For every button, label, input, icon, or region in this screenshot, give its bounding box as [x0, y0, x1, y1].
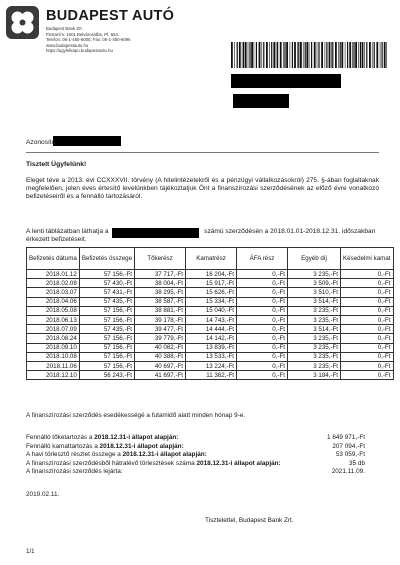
table-cell: 3 510,-Ft [288, 288, 341, 297]
table-cell: 3 235,-Ft [288, 343, 341, 352]
table-cell: 57 430,-Ft [79, 279, 134, 288]
intro-paragraph: Eleget téve a 2013. évi CCXXXVII. törvény (A hitelintézetekről és a pénzügyi vállalkozásokról) 275. §-ában foglaltaknak megfelelően, jelen éves értesítő levelünkben tájékoztatjuk Önt a finanszírozási szerződésének az előző évre vonatkozó befizetéseiről és a fennálló tartozásáról. [26, 177, 379, 200]
table-cell: 0,-Ft [237, 297, 288, 306]
table-cell: 3 235,-Ft [288, 270, 341, 279]
summary-label-text: A havi törlesztő részlet összege a [26, 451, 123, 458]
table-cell: 0,-Ft [341, 306, 393, 315]
brand-name: BUDAPEST AUTÓ [46, 8, 175, 24]
address-line: https://ugyfelkapu.budapestauto.hu [46, 48, 113, 53]
table-cell: 57 156,-Ft [79, 361, 134, 370]
table-cell: 3 514,-Ft [288, 297, 341, 306]
table-cell: 38 881,-Ft [135, 306, 186, 315]
table-cell: 39 178,-Ft [135, 315, 186, 324]
divider [26, 152, 379, 153]
col-header: Kamatrész [186, 248, 237, 270]
lead-after: számú szerződésén a 2018.01.01-2018.12.31. időszakban érkezett befizetéseit. [26, 228, 376, 243]
table-cell: 0,-Ft [237, 361, 288, 370]
table-cell: 2018.09.10 [27, 343, 80, 352]
table-cell: 15 334,-Ft [186, 297, 237, 306]
summary-label [26, 451, 207, 460]
table-cell: 2018.05.08 [27, 306, 80, 315]
table-cell: 3 235,-Ft [288, 352, 341, 361]
table-row [27, 288, 394, 297]
table-row [27, 371, 394, 380]
table-cell: 38 004,-Ft [135, 279, 186, 288]
summary-row [26, 460, 379, 469]
table-cell: 56 243,-Ft [79, 371, 134, 380]
summary-label [26, 468, 123, 477]
table-cell: 0,-Ft [237, 270, 288, 279]
table-cell: 40 697,-Ft [135, 361, 186, 370]
table-cell: 57 431,-Ft [79, 288, 134, 297]
table-cell: 14 444,-Ft [186, 325, 237, 334]
table-cell: 2018.03.07 [27, 288, 80, 297]
table-cell: 0,-Ft [237, 343, 288, 352]
summary-value: 207 094,-Ft [332, 442, 365, 450]
due-date-note: A finanszírozási szerződés esedékességé a futamidő alatt minden hónap 9-e. [26, 412, 246, 419]
summary-label-text: Fennálló tőketartozás a [26, 434, 95, 441]
address-line: Budapest Bank Zrt. [46, 26, 83, 31]
reference-label: Azonosító [26, 139, 56, 146]
col-header: Tőkerész [135, 248, 186, 270]
summary-label-date: 2018.12.31-i állapot alapján: [122, 451, 207, 458]
table-cell: 41 697,-Ft [135, 371, 186, 380]
table-row [27, 334, 394, 343]
table-cell: 57 156,-Ft [79, 343, 134, 352]
table-cell: 2018.01.12 [27, 270, 80, 279]
table-row [27, 343, 394, 352]
table-cell: 0,-Ft [341, 334, 393, 343]
table-row [27, 325, 394, 334]
table-cell: 57 435,-Ft [79, 297, 134, 306]
table-cell: 0,-Ft [341, 343, 393, 352]
summary-row [26, 468, 379, 477]
table-cell: 0,-Ft [341, 352, 393, 361]
table-row [27, 306, 394, 315]
redaction-block [231, 74, 341, 88]
summary-label [26, 443, 184, 452]
table-cell: 3 235,-Ft [288, 306, 341, 315]
col-header: Befizetés összege [79, 248, 134, 270]
table-cell: 2018.07.09 [27, 325, 80, 334]
table-row [27, 361, 394, 370]
summary-label [26, 434, 178, 443]
table-cell: 57 156,-Ft [79, 270, 134, 279]
table-cell: 39 477,-Ft [135, 325, 186, 334]
summary-label-text: A finanszírozási szerződésből hátralévő törlesztések száma [26, 459, 197, 467]
greeting: Tisztelt Ügyfelünk! [26, 161, 87, 168]
address-line: Postacím: 1601 Belváros/dbs, Pf. 554. [46, 31, 120, 37]
redaction-block [53, 136, 121, 146]
table-cell: 0,-Ft [341, 361, 393, 370]
table-cell: 40 082,-Ft [135, 343, 186, 352]
table-cell: 0,-Ft [341, 315, 393, 324]
table-cell: 0,-Ft [237, 352, 288, 361]
table-cell: 15 040,-Ft [186, 306, 237, 315]
summary-row [26, 451, 379, 460]
table-cell: 2018.10.08 [27, 352, 80, 361]
col-header: ÁFA rész [237, 248, 288, 270]
table-cell: 0,-Ft [341, 279, 393, 288]
redaction-block [112, 228, 199, 238]
summary-label-date: 2018.12.31-i állapot alapján: [94, 434, 179, 441]
table-cell: 0,-Ft [341, 297, 393, 306]
table-cell: 0,-Ft [341, 288, 393, 297]
table-lead-text [26, 228, 379, 244]
table-cell: 14 743,-Ft [186, 315, 237, 324]
table-cell: 0,-Ft [341, 270, 393, 279]
table-cell: 13 224,-Ft [186, 361, 237, 370]
table-cell: 40 388,-Ft [135, 352, 186, 361]
table-cell: 13 533,-Ft [186, 352, 237, 361]
summary-label-text: A finanszírozási szerződés lejárta: [26, 468, 123, 475]
table-row [27, 279, 394, 288]
table-cell: 15 917,-Ft [186, 279, 237, 288]
table-cell: 3 514,-Ft [288, 325, 341, 334]
redaction-block [233, 94, 289, 108]
table-cell: 13 839,-Ft [186, 343, 237, 352]
table-row [27, 270, 394, 279]
summary-value: 1 649 971,-Ft [326, 434, 365, 441]
table-cell: 39 779,-Ft [135, 334, 186, 343]
table-cell: 15 626,-Ft [186, 288, 237, 297]
summary-value: 2021.11.09. [331, 468, 365, 475]
table-cell: 0,-Ft [237, 371, 288, 380]
summary-label-text: Fennálló kamattartozás a [26, 442, 100, 450]
summary-value: 53 059,-Ft [335, 451, 365, 458]
letter-date: 2019.02.11. [26, 491, 60, 498]
table-cell: 2018.06.13 [27, 315, 80, 324]
summary-label-date: 2018.12.31-i állapot alapján: [196, 459, 281, 467]
table-cell: 57 435,-Ft [79, 325, 134, 334]
table-header-row [27, 248, 394, 270]
table-cell: 3 235,-Ft [288, 315, 341, 324]
table-cell: 38 587,-Ft [135, 297, 186, 306]
table-row [27, 297, 394, 306]
page-number: 1/1 [26, 548, 35, 555]
table-cell: 0,-Ft [237, 279, 288, 288]
summary-row [26, 443, 379, 452]
table-cell: 16 204,-Ft [186, 270, 237, 279]
table-cell: 0,-Ft [341, 371, 393, 380]
table-row [27, 352, 394, 361]
table-cell: 3 235,-Ft [288, 334, 341, 343]
table-cell: 2018.12.10 [27, 371, 80, 380]
barcode [231, 42, 389, 68]
table-cell: 3 509,-Ft [288, 279, 341, 288]
table-cell: 38 295,-Ft [135, 288, 186, 297]
summary-row [26, 434, 379, 443]
table-cell: 0,-Ft [237, 288, 288, 297]
col-header: Egyéb díj [288, 248, 341, 270]
budapest-auto-logo [6, 6, 39, 39]
table-cell: 3 184,-Ft [288, 371, 341, 380]
table-row [27, 315, 394, 324]
table-cell: 57 156,-Ft [79, 352, 134, 361]
table-cell: 2018.04.06 [27, 297, 80, 306]
table-cell: 2018.08.24 [27, 334, 80, 343]
table-cell: 0,-Ft [237, 334, 288, 343]
table-cell: 0,-Ft [237, 306, 288, 315]
balance-summary [26, 434, 379, 477]
col-header: Befizetés dátuma [27, 248, 80, 270]
table-cell: 57 156,-Ft [79, 306, 134, 315]
table-cell: 2018.11.06 [27, 361, 80, 370]
table-cell: 37 717,-Ft [135, 270, 186, 279]
table-cell: 0,-Ft [237, 315, 288, 324]
signature: Tisztelettel, Budapest Bank Zrt. [205, 517, 294, 524]
table-cell: 0,-Ft [341, 325, 393, 334]
address-line: Telefon: 06-1-450-6000, Fax: 06-1-450-6096 [46, 37, 131, 42]
lead-before: A lenti táblázatban láthatja a [26, 228, 109, 235]
summary-label [26, 460, 281, 469]
sender-address [46, 26, 131, 54]
table-cell: 3 235,-Ft [288, 361, 341, 370]
table-cell: 57 156,-Ft [79, 334, 134, 343]
table-cell: 0,-Ft [237, 325, 288, 334]
table-cell: 14 142,-Ft [186, 334, 237, 343]
summary-value: 35 db [349, 459, 365, 467]
summary-label-date: 2018.12.31-i állapot alapján: [99, 442, 184, 450]
address-line: www.budapestauto.hu [46, 42, 89, 48]
table-cell: 2018.02.08 [27, 279, 80, 288]
table-cell: 57 156,-Ft [79, 315, 134, 324]
col-header: Késedelmi kamat [341, 248, 393, 270]
table-cell: 11 362,-Ft [186, 371, 237, 380]
payments-table [26, 247, 394, 380]
